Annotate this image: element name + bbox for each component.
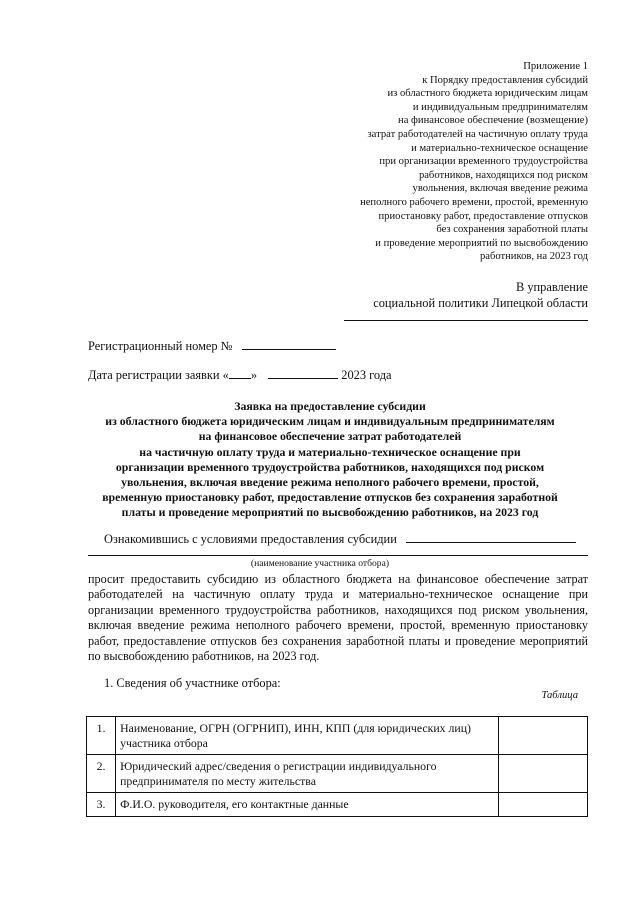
participant-name-line[interactable] — [88, 555, 588, 556]
date-quote-close: » — [250, 368, 258, 382]
appendix-line: при организации временного трудоустройства — [379, 156, 588, 168]
row-value-cell[interactable] — [498, 793, 587, 817]
appendix-line: на финансовое обеспечение (возмещение) — [398, 115, 588, 127]
addressee-line-2: социальной политики Липецкой области — [373, 295, 588, 310]
appendix-line: приостановку работ, предоставление отпусков — [378, 210, 588, 222]
title-line: платы и проведение мероприятий по высвобождению работников, на 2023 год — [121, 505, 539, 520]
appendix-line: работников, на 2023 год — [479, 251, 588, 263]
row-value-cell[interactable] — [498, 755, 587, 793]
title-line: на финансовое обеспечение затрат работодателей — [198, 429, 462, 444]
row-label: Ф.И.О. руководителя, его контактные данные — [116, 793, 499, 817]
row-label: Юридический адрес/сведения о регистрации индивидуального предпринимателя по месту жительства — [116, 755, 499, 793]
appendix-line: затрат работодателей на частичную оплату труда — [367, 128, 588, 140]
intro-text: Ознакомившись с условиями предоставления субсидии — [104, 532, 397, 546]
participant-name-field[interactable] — [406, 531, 576, 543]
title-line: организации временного трудоустройства работников, находящихся под риском — [115, 459, 545, 474]
addressee-signature-line[interactable] — [344, 320, 588, 321]
title-line: на частичную оплату труда и материально-техническое оснащение при — [139, 444, 521, 459]
table-row — [87, 793, 588, 817]
table-row — [87, 755, 588, 793]
appendix-header — [298, 60, 588, 264]
appendix-line: Приложение 1 — [523, 61, 588, 72]
appendix-line: увольнения, включая введение режима — [412, 183, 588, 195]
title-line: увольнения, включая введение режима неполного рабочего времени, простой, — [121, 475, 539, 490]
appendix-line: и материально-техническое оснащение — [411, 142, 588, 154]
table-caption: Таблица — [541, 690, 578, 701]
addressee-line-1: В управление — [515, 280, 588, 294]
document-title — [72, 399, 588, 521]
registration-date-row — [88, 367, 392, 383]
registration-number-label: Регистрационный номер № — [88, 339, 233, 353]
title-line: временную приостановку работ, предоставление отпусков без сохранения заработной — [102, 490, 558, 505]
appendix-line: работников, находящихся под риском — [418, 169, 588, 181]
registration-month-field[interactable] — [268, 367, 338, 379]
appendix-line: и проведение мероприятий по высвобождению — [375, 237, 588, 249]
appendix-line: к Порядку предоставления субсидий — [422, 74, 588, 86]
title-line: из областного бюджета юридическим лицам и индивидуальным предпринимателям — [105, 414, 555, 429]
appendix-line: и индивидуальным предпринимателям — [412, 101, 588, 113]
registration-day-field[interactable] — [229, 367, 251, 379]
row-number: 3. — [87, 793, 116, 817]
appendix-line: без сохранения заработной платы — [436, 224, 588, 236]
request-paragraph: просит предоставить субсидию из областного бюджета на финансовое обеспечение затрат работодателей на частичную оплату труда и материально-техническое оснащение при организации временного трудоустройства работников, находящихся под риском увольнения, включая введение режима неполного рабочего времени, простой, временную приостановку работ, предоставление отпусков без сохранения заработной платы и проведение мероприятий по высвобождению работников, на 2023 год. — [88, 572, 588, 664]
participant-info-table — [86, 716, 588, 817]
section-heading: 1. Сведения об участнике отбора: — [104, 676, 281, 690]
registration-number-field[interactable] — [242, 338, 336, 350]
row-number: 2. — [87, 755, 116, 793]
intro-row — [104, 531, 576, 547]
registration-year-label: 2023 года — [341, 368, 392, 382]
table-row — [87, 717, 588, 755]
row-value-cell[interactable] — [498, 717, 587, 755]
appendix-line: из областного бюджета юридическим лицам — [387, 88, 588, 100]
title-line: Заявка на предоставление субсидии — [234, 399, 426, 413]
participant-name-caption: (наименование участника отбора) — [250, 558, 390, 569]
registration-date-label: Дата регистрации заявки « — [88, 368, 229, 382]
registration-number-row — [88, 338, 336, 354]
addressee-block — [288, 280, 588, 311]
appendix-line: неполного рабочего времени, простой, временную — [360, 196, 588, 208]
row-number: 1. — [87, 717, 116, 755]
row-label: Наименование, ОГРН (ОГРНИП), ИНН, КПП (для юридических лиц) участника отбора — [116, 717, 499, 755]
